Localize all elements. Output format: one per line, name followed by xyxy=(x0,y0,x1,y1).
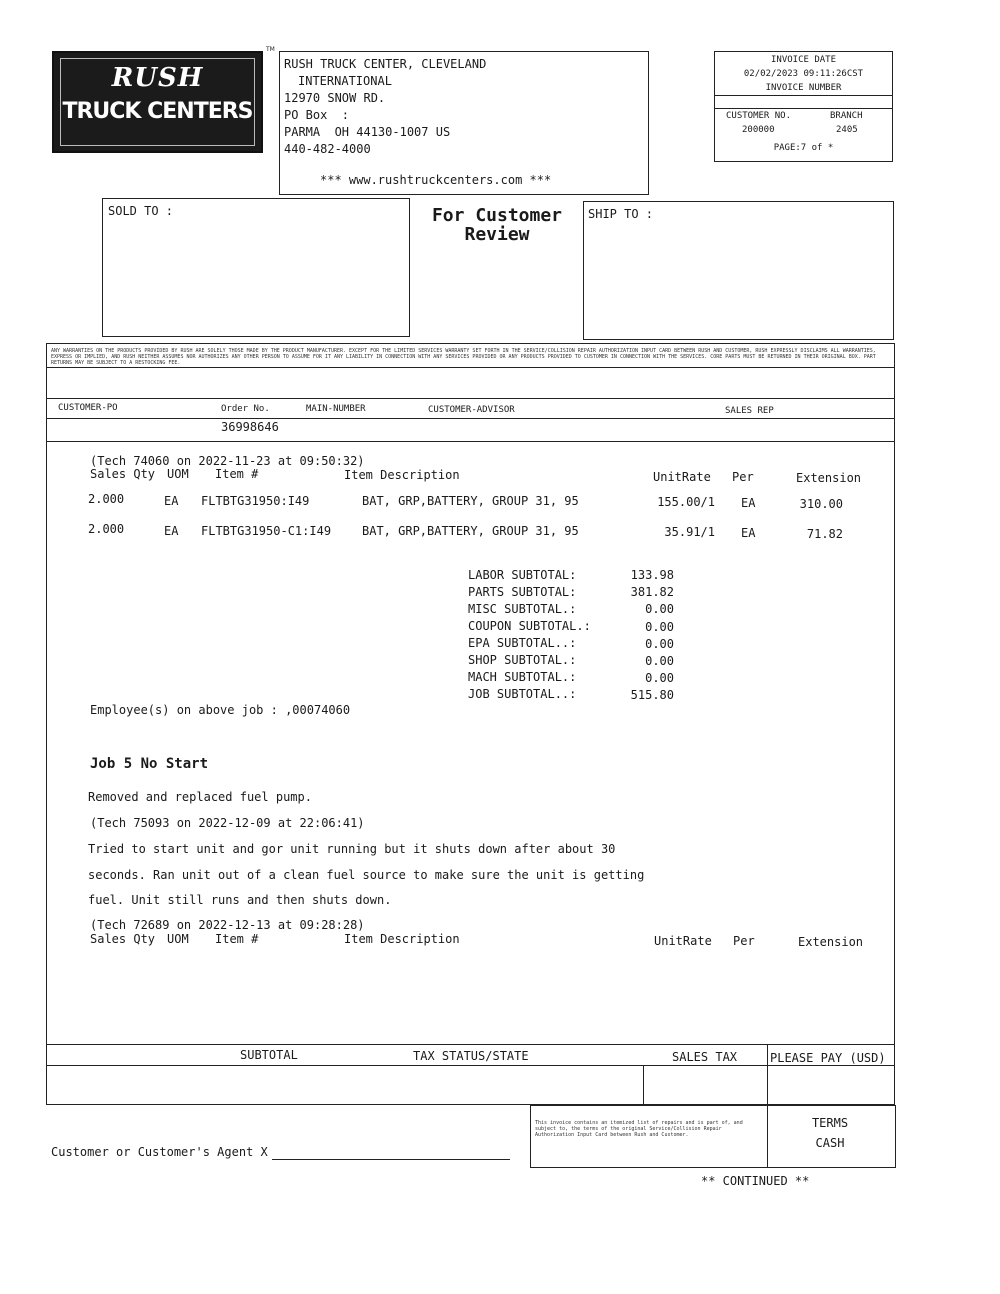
frame-top xyxy=(46,343,895,344)
sales-rep-label: SALES REP xyxy=(725,406,774,416)
job-tech2: (Tech 72689 on 2022-12-13 at 09:28:28) xyxy=(90,918,365,932)
row1-extension: 310.00 xyxy=(799,497,843,511)
col-unit-rate: UnitRate xyxy=(654,934,712,948)
signature-line xyxy=(272,1159,510,1160)
footer-sales-tax-label: SALES TAX xyxy=(672,1050,738,1064)
subtotal-misc-label: MISC SUBTOTAL.: xyxy=(468,602,577,616)
main-number-label: MAIN-NUMBER xyxy=(306,404,366,414)
customer-agent-signature-label: Customer or Customer's Agent X xyxy=(51,1145,268,1159)
frame-right xyxy=(894,343,895,1105)
job-note2: seconds. Ran unit out of a clean fuel source to make sure the unit is getting xyxy=(88,868,645,882)
subtotal-parts-value: 381.82 xyxy=(630,585,674,599)
divider xyxy=(714,108,893,109)
branch-label: BRANCH xyxy=(830,111,863,121)
col-description: Item Description xyxy=(344,468,460,482)
terms-fine-print: This invoice contains an itemized list of repairs and is part of, and subject to, the terms of the original Service/Collision Repair Authorization Input Card between Rush and Customer. xyxy=(535,1120,743,1138)
rush-logo xyxy=(52,51,263,153)
logo-name: TRUCK CENTERS xyxy=(62,99,253,124)
footer-tax-status-label: TAX STATUS/STATE xyxy=(413,1049,529,1063)
row2-uom: EA xyxy=(164,524,179,538)
store-phone: 440-482-4000 xyxy=(284,142,371,156)
frame-left xyxy=(46,343,47,1105)
ship-to-label: SHIP TO : xyxy=(588,207,654,221)
invoice-date-value: 02/02/2023 09:11:26CST xyxy=(743,69,864,79)
row2-qty: 2.000 xyxy=(88,522,125,536)
row2-per: EA xyxy=(741,526,756,540)
divider xyxy=(46,441,895,442)
ship-to-box xyxy=(583,201,894,340)
tech-line: (Tech 74060 on 2022-11-23 at 09:50:32) xyxy=(90,454,365,468)
subtotal-job-label: JOB SUBTOTAL..: xyxy=(468,687,577,701)
subtotal-mach-label: MACH SUBTOTAL.: xyxy=(468,670,577,684)
branch-value: 2405 xyxy=(836,125,858,135)
subtotal-mach-value: 0.00 xyxy=(645,671,674,685)
col-item: Item # xyxy=(215,932,259,946)
col-item: Item # xyxy=(215,467,259,481)
footer-subtotal-label: SUBTOTAL xyxy=(240,1048,298,1062)
row1-qty: 2.000 xyxy=(88,492,125,506)
divider xyxy=(46,418,895,419)
subtotal-coupon-label: COUPON SUBTOTAL.: xyxy=(468,619,591,633)
invoice-date-label: INVOICE DATE xyxy=(770,55,837,65)
job-note1: Tried to start unit and gor unit running but it shuts down after about 30 xyxy=(88,842,616,856)
subtotal-shop-label: SHOP SUBTOTAL.: xyxy=(468,653,577,667)
page-indicator: PAGE:7 of * xyxy=(773,143,834,153)
subtotal-job-value: 515.80 xyxy=(630,688,674,702)
store-line3: 12970 SNOW RD. xyxy=(284,91,386,105)
col-sales-qty: Sales Qty xyxy=(90,932,156,946)
col-uom: UOM xyxy=(167,467,189,481)
divider xyxy=(767,1045,768,1105)
row1-item: FLTBTG31950:I49 xyxy=(201,494,310,508)
store-line4: PO Box : xyxy=(284,108,350,122)
job-note3: fuel. Unit still runs and then shuts down. xyxy=(88,893,392,907)
footer-please-pay-label: PLEASE PAY (USD) xyxy=(770,1051,886,1065)
job-line1: Removed and replaced fuel pump. xyxy=(88,790,312,804)
for-customer-review-stamp: For Customer Review xyxy=(431,205,563,245)
subtotal-epa-value: 0.00 xyxy=(645,637,674,651)
trademark-mark: TM xyxy=(266,46,275,53)
col-extension: Extension xyxy=(796,471,862,485)
divider xyxy=(46,367,895,368)
subtotal-parts-label: PARTS SUBTOTAL: xyxy=(468,585,577,599)
subtotal-labor-value: 133.98 xyxy=(630,568,674,582)
sold-to-box xyxy=(102,198,410,337)
warranty-disclaimer: ANY WARRANTIES ON THE PRODUCTS PROVIDED BY RUSH ARE SOLELY THOSE MADE BY THE PRODUCT MANUFACTURER. EXCEPT FOR THE LIMITED SERVICES WARRANTY SET FORTH IN THE SERVICE/COLLISION REPAIR AUTHORIZATION INPUT CARD BETWEEN RUSH AND CUSTOMER, RUSH EXPRESSLY DISCLAIMS ALL WARRANTIES, EXPRESS OR IMPLIED, AND RUSH NEITHER ASSUMES NOR AUTHORIZES ANY OTHER PERSON TO ASSUME FOR IT ANY LIABILITY IN CONNECTION WITH ANY SERVICES PROVIDED OR ANY PRODUCTS PROVIDED TO CUSTOMER IN CONNECTION WITH THE SERVICES. CORE PARTS MUST BE RETURNED IN THEIR ORIGINAL BOX. PART RETURNS MAY BE SUBJECT TO A RESTOCKING FEE. xyxy=(51,348,876,366)
job-tech1: (Tech 75093 on 2022-12-09 at 22:06:41) xyxy=(90,816,365,830)
row2-rate: 35.91/1 xyxy=(664,525,715,539)
store-line2: INTERNATIONAL xyxy=(298,74,392,88)
divider xyxy=(714,95,893,96)
col-description: Item Description xyxy=(344,932,460,946)
divider xyxy=(643,1065,644,1105)
row1-uom: EA xyxy=(164,494,179,508)
col-per: Per xyxy=(732,470,754,484)
customer-no-value: 200000 xyxy=(742,125,775,135)
subtotal-coupon-value: 0.00 xyxy=(645,620,674,634)
col-sales-qty: Sales Qty xyxy=(90,467,156,481)
row1-desc: BAT, GRP,BATTERY, GROUP 31, 95 xyxy=(362,494,579,508)
row2-desc: BAT, GRP,BATTERY, GROUP 31, 95 xyxy=(362,524,579,538)
row2-extension: 71.82 xyxy=(806,527,843,541)
logo-brand: RUSH xyxy=(111,63,204,93)
customer-po-label: CUSTOMER-PO xyxy=(58,403,118,413)
col-per: Per xyxy=(733,934,755,948)
store-line5: PARMA OH 44130-1007 US xyxy=(284,125,451,139)
store-website: *** www.rushtruckcenters.com *** xyxy=(320,173,552,187)
terms-value: CASH xyxy=(815,1136,845,1150)
subtotal-labor-label: LABOR SUBTOTAL: xyxy=(468,568,577,582)
employees-line: Employee(s) on above job : ,00074060 xyxy=(90,703,351,717)
job-title: Job 5 No Start xyxy=(90,756,209,772)
customer-advisor-label: CUSTOMER-ADVISOR xyxy=(428,405,515,415)
invoice-number-label: INVOICE NUMBER xyxy=(765,83,842,93)
continued-note: ** CONTINUED ** xyxy=(701,1174,810,1188)
terms-label: TERMS xyxy=(811,1116,849,1130)
subtotal-epa-label: EPA SUBTOTAL..: xyxy=(468,636,577,650)
subtotal-shop-value: 0.00 xyxy=(645,654,674,668)
row1-rate: 155.00/1 xyxy=(657,495,715,509)
col-unit-rate: UnitRate xyxy=(653,470,711,484)
divider xyxy=(46,398,895,399)
subtotal-misc-value: 0.00 xyxy=(645,602,674,616)
store-line1: RUSH TRUCK CENTER, CLEVELAND xyxy=(284,57,487,71)
row2-item: FLTBTG31950-C1:I49 xyxy=(201,524,332,538)
col-uom: UOM xyxy=(167,932,189,946)
order-no-value: 36998646 xyxy=(221,420,279,434)
sold-to-label: SOLD TO : xyxy=(108,204,174,218)
customer-no-label: CUSTOMER NO. xyxy=(726,111,792,121)
order-no-label: Order No. xyxy=(221,404,270,414)
row1-per: EA xyxy=(741,496,756,510)
col-extension: Extension xyxy=(798,935,864,949)
